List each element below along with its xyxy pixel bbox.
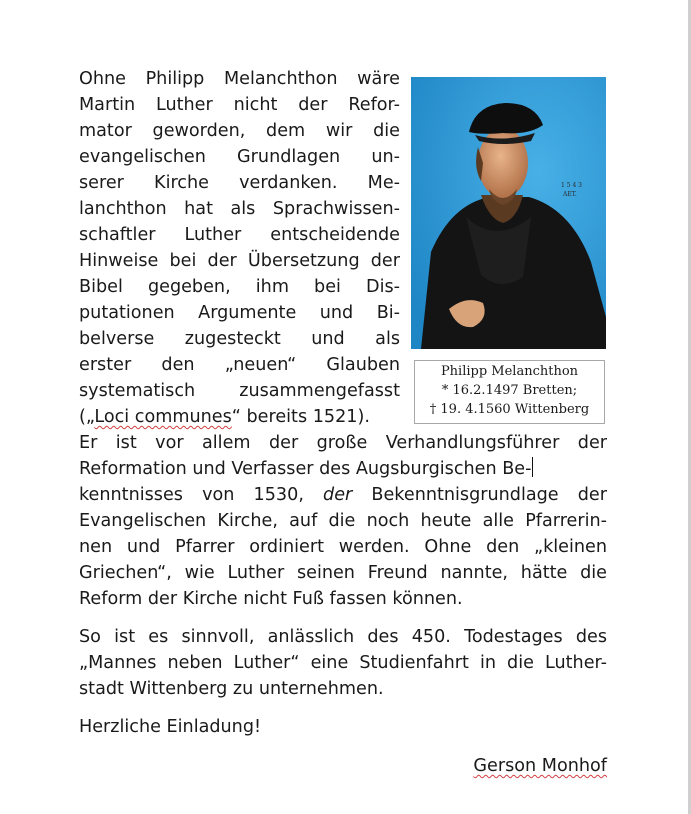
text-line: Evangelischen Kirche, auf die noch heute alle Pfarrerin-	[79, 511, 607, 531]
portrait-image[interactable]	[411, 77, 606, 349]
signature	[79, 753, 607, 779]
invitation-line: Herzliche Einladung!	[79, 717, 262, 737]
text-line: Er ist vor allem der große Verhandlungsführer der	[79, 433, 607, 453]
text-line: Hinweise bei der Übersetzung der	[79, 251, 400, 271]
text-segment: Bekenntnisgrundlage der	[352, 485, 607, 505]
text-line: mator geworden, dem wir die	[79, 121, 400, 141]
text-line: Reform der Kirche nicht Fuß fassen können.	[79, 589, 463, 609]
text-line: So ist es sinnvoll, anlässlich des 450. Todestages des	[79, 627, 607, 647]
text-line: lanchthon hat als Sprachwissen-	[79, 199, 400, 219]
portrait-figure	[411, 77, 606, 349]
caption-died: † 19. 4.1560 Wittenberg	[429, 402, 590, 417]
text-line: Griechen“, wie Luther seinen Freund nannte, hätte die	[79, 563, 607, 583]
text-segment: Reformation und Verfasser des Augsburgischen Be-	[79, 459, 532, 479]
text-line: putationen Argumente und Bi-	[79, 303, 400, 323]
caption-name: Philipp Melanchthon	[440, 364, 579, 379]
text-line: erster den „neuen“ Glauben	[79, 355, 400, 375]
text-line	[79, 456, 607, 482]
text-line	[79, 404, 400, 430]
text-line: systematisch zusammengefasst	[79, 381, 400, 401]
text-segment: kenntnisses von 1530,	[79, 485, 324, 505]
text-line: „Mannes neben Luther“ eine Studienfahrt in die Luther-	[79, 653, 607, 673]
text-segment: “ bereits 1521).	[231, 407, 370, 427]
italic-word: der	[323, 485, 353, 505]
text-line: Bibel gegeben, ihm bei Dis-	[79, 277, 400, 297]
text-line: schaftler Luther entscheidende	[79, 225, 400, 245]
text-line: nen und Pfarrer ordiniert werden. Ohne den „kleinen	[79, 537, 607, 557]
text-line	[79, 482, 607, 508]
inscription-aet: AET.	[563, 191, 577, 198]
caption-born: * 16.2.1497 Bretten;	[441, 383, 578, 398]
text-line: stadt Wittenberg zu unternehmen.	[79, 679, 384, 699]
spellcheck-word[interactable]: Loci communes	[94, 407, 232, 427]
portrait-caption	[414, 360, 605, 424]
text-segment: („	[79, 407, 95, 427]
text-line: belverse zugesteckt und als	[79, 329, 400, 349]
text-line: serer Kirche verdanken. Me-	[79, 173, 400, 193]
inscription-year: 1 5 4 3	[561, 182, 582, 189]
signature-name[interactable]: Gerson Monhof	[473, 756, 607, 776]
text-line: evangelischen Grundlagen un-	[79, 147, 400, 167]
text-line: Martin Luther nicht der Refor-	[79, 95, 400, 115]
text-cursor	[532, 457, 533, 477]
text-line: Ohne Philipp Melanchthon wäre	[79, 69, 400, 89]
